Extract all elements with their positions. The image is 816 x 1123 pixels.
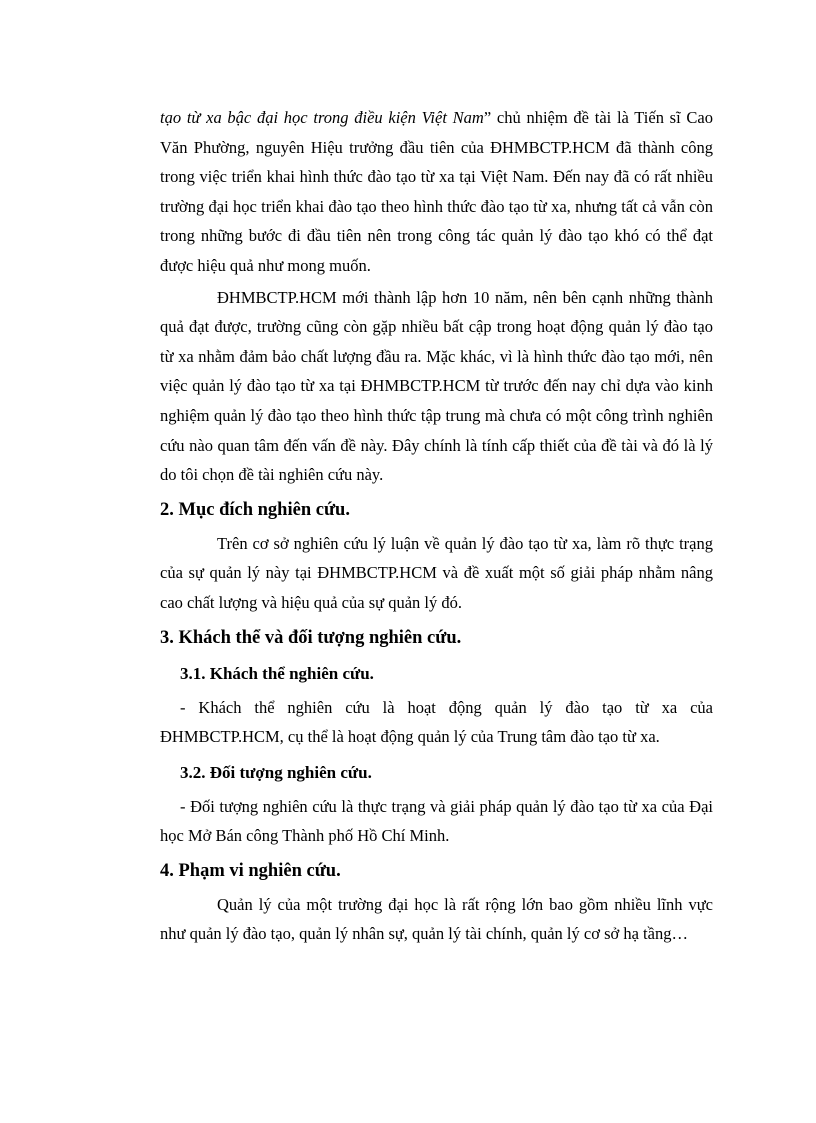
section-3-1-heading: 3.1. Khách thể nghiên cứu. [180,663,374,683]
section-3-1-body: - Khách thể nghiên cứu là hoạt động quản lý đào tạo từ xa của ĐHMBCTP.HCM, cụ thể là hoạt động quản lý của Trung tâm đào tạo từ xa. [160,697,713,747]
section-3-2-body: - Đối tượng nghiên cứu là thực trạng và giải pháp quản lý đào tạo từ xa của Đại học Mở Bán công Thành phố Hồ Chí Minh. [160,796,713,846]
section-4-body: Quản lý của một trường đại học là rất rộng lớn bao gồm nhiều lĩnh vực như quản lý đào tạo, quản lý nhân sự, quản lý tài chính, quản lý cơ sở hạ tầng… [160,894,713,944]
intro-paragraph-rest: ” chủ nhiệm đề tài là Tiến sĩ Cao Văn Phường, nguyên Hiệu trưởng đầu tiên của ĐHMBCTP.HCM đã thành công trong việc triển khai hình thức đào tạo từ xa tại Việt Nam. Đến nay đã có rất nhiều trường đại học triển khai đào tạo theo hình thức đào tạo từ xa, nhưng tất cả vẫn còn trong những bước đi đầu tiên nên trong công tác quản lý đào tạo khó có thể đạt được hiệu quả như mong muốn. [160,108,713,275]
section-4-heading: 4. Phạm vi nghiên cứu. [160,860,341,881]
intro-italic-lead: tạo từ xa bậc đại học trong điều kiện Việt Nam [160,108,484,127]
document-page [160,103,713,949]
section-2-heading: 2. Mục đích nghiên cứu. [160,499,350,520]
section-3-2-heading: 3.2. Đối tượng nghiên cứu. [180,762,372,782]
section-2-body: Trên cơ sở nghiên cứu lý luận về quản lý đào tạo từ xa, làm rõ thực trạng của sự quản lý này tại ĐHMBCTP.HCM và đề xuất một số giải pháp nhằm nâng cao chất lượng và hiệu quả của sự quản lý đó. [160,533,713,612]
intro-paragraph [160,103,713,281]
section-3-heading: 3. Khách thể và đối tượng nghiên cứu. [160,627,462,648]
paragraph-2: ĐHMBCTP.HCM mới thành lập hơn 10 năm, nên bên cạnh những thành quả đạt được, trường cũng còn gặp nhiều bất cập trong hoạt động quản lý đào tạo từ xa nhằm đảm bảo chất lượng đầu ra. Mặc khác, vì là hình thức đào tạo mới, nên việc quản lý đào tạo từ xa tại ĐHMBCTP.HCM từ trước đến nay chỉ dựa vào kinh nghiệm quản lý đào tạo theo hình thức tập trung mà chưa có một công trình nghiên cứu nào quan tâm đến vấn đề này. Đây chính là tính cấp thiết của đề tài và đó là lý do tôi chọn đề tài nghiên cứu này. [160,287,713,485]
